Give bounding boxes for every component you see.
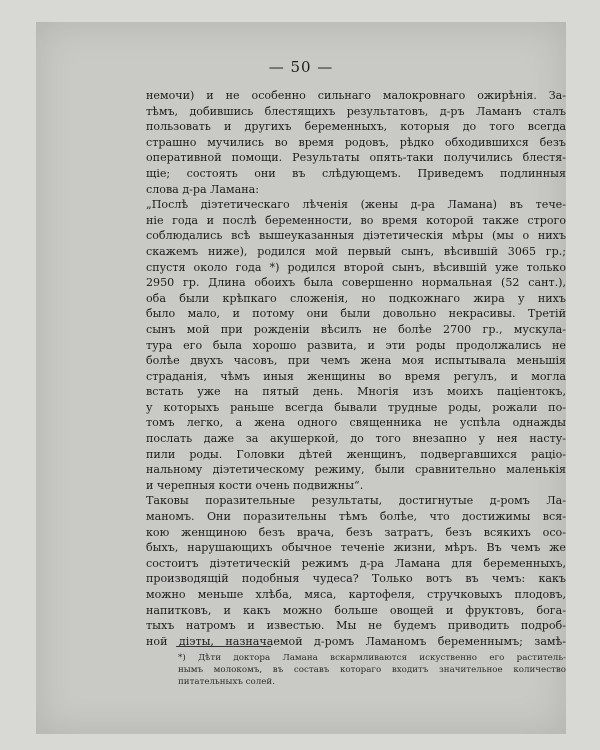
text-line: сынъ мой при рожденіи вѣсилъ не болѣе 2700 гр., мускула- — [146, 322, 566, 336]
text-line: нальному діэтетическому режиму, были сравнительно маленькія — [146, 463, 566, 477]
text-line: немочи) и не особенно сильнаго малокровнаго ожирѣнія. За- — [146, 89, 566, 102]
text-line: тыхъ натромъ и известью. Мы не будемъ приводить подроб- — [146, 619, 566, 633]
text-line: можно меньше хлѣба, мяса, картофеля, стручковыхъ плодовъ, — [146, 588, 566, 601]
footnote-line: питательныхъ солей. — [178, 677, 275, 687]
text-line: 2950 гр. Длина обоихъ была совершенно нормальная (52 сант.), — [146, 276, 566, 290]
text-line: скажемъ ниже), родился мой первый сынъ, вѣсившій 3065 гр.; — [146, 244, 566, 258]
main-text — [146, 88, 566, 649]
text-line: маномъ. Они поразительны тѣмъ болѣе, что достижимы вся- — [146, 510, 566, 524]
text-line: пользовать и другихъ беременныхъ, которыя до того всегда — [146, 120, 566, 134]
text-line: напитковъ, и какъ можно больше овощей и фруктовъ, бога- — [146, 603, 566, 617]
text-line: тура его была хорошо развита, и эти роды продолжались не — [146, 338, 566, 352]
text-line: оперативной помощи. Результаты опять-таки получились блестя- — [146, 151, 566, 165]
text-line: быхъ, нарушающихъ обычное теченіе жизни, мѣръ. Въ чемъ же — [146, 541, 566, 555]
text-line: страданія, чѣмъ иныя женщины во время регулъ, и могла — [146, 369, 566, 383]
text-line: и черепныя кости очень подвижны“. — [146, 478, 364, 492]
text-line: спустя около года *) родился второй сынъ, вѣсившій уже только — [146, 260, 566, 274]
text-line: ной діэты, назначаемой д-ромъ Ламаномъ беременнымъ; замѣ- — [146, 634, 566, 648]
text-line: состоитъ діэтетическій режимъ д-ра Ламана для беременныхъ, — [146, 556, 566, 570]
footnote-line: *) Дѣти доктора Ламана вскармливаются искуственно его раститель- — [178, 653, 566, 663]
page-number: — 50 — — [268, 58, 334, 76]
text-line: кою женщиною безъ врача, безъ затратъ, безъ всякихъ осо- — [146, 525, 566, 539]
text-line: было мало, и потому они были довольно некрасивы. Третій — [146, 307, 566, 321]
text-line: у которыхъ раньше всегда бывали трудные роды, рожали по- — [146, 400, 566, 414]
text-line: слова д-ра Ламана: — [146, 182, 260, 196]
book-page — [36, 22, 566, 734]
footnote-rule — [176, 646, 271, 647]
text-line: Таковы поразительные результаты, достигнутые д-ромъ Ла- — [146, 494, 566, 508]
text-line: производящій подобныя чудеса? Только вотъ въ чемъ: какъ — [146, 572, 566, 586]
footnote — [178, 652, 566, 688]
text-line: щіе; состоять они въ слѣдующемъ. Приведемъ подлинныя — [146, 166, 566, 180]
text-line: страшно мучились во время родовъ, рѣдко обходившихся безъ — [146, 135, 566, 149]
text-line: соблюдались всѣ вышеуказанныя діэтетическія мѣры (мы о нихъ — [146, 229, 566, 243]
text-line: послать даже за акушеркой, до того внезапно у нея насту- — [146, 432, 566, 446]
text-line: тѣмъ, добившись блестящихъ результатовъ, д-ръ Ламанъ сталъ — [146, 104, 566, 118]
text-line: ніе года и послѣ беременности, во время которой также строго — [146, 213, 566, 227]
text-line: пили роды. Головки дѣтей женщинъ, подвергавшихся раціо- — [146, 447, 566, 461]
text-line: оба были крѣпкаго сложенія, но подкожнаго жира у нихъ — [146, 291, 566, 305]
text-line: встать уже на пятый день. Многія изъ моихъ паціентокъ, — [146, 385, 566, 399]
footnote-line: нымъ молокомъ, въ составъ котораго входитъ значительное количество — [178, 665, 566, 675]
text-line: „Послѣ діэтетическаго лѣченія (жены д-ра Ламана) въ тече- — [146, 198, 566, 212]
text-line: томъ легко, а жена одного священника не успѣла однажды — [146, 416, 566, 430]
text-line: болѣе двухъ часовъ, при чемъ жена моя испытывала меньшія — [146, 354, 566, 368]
